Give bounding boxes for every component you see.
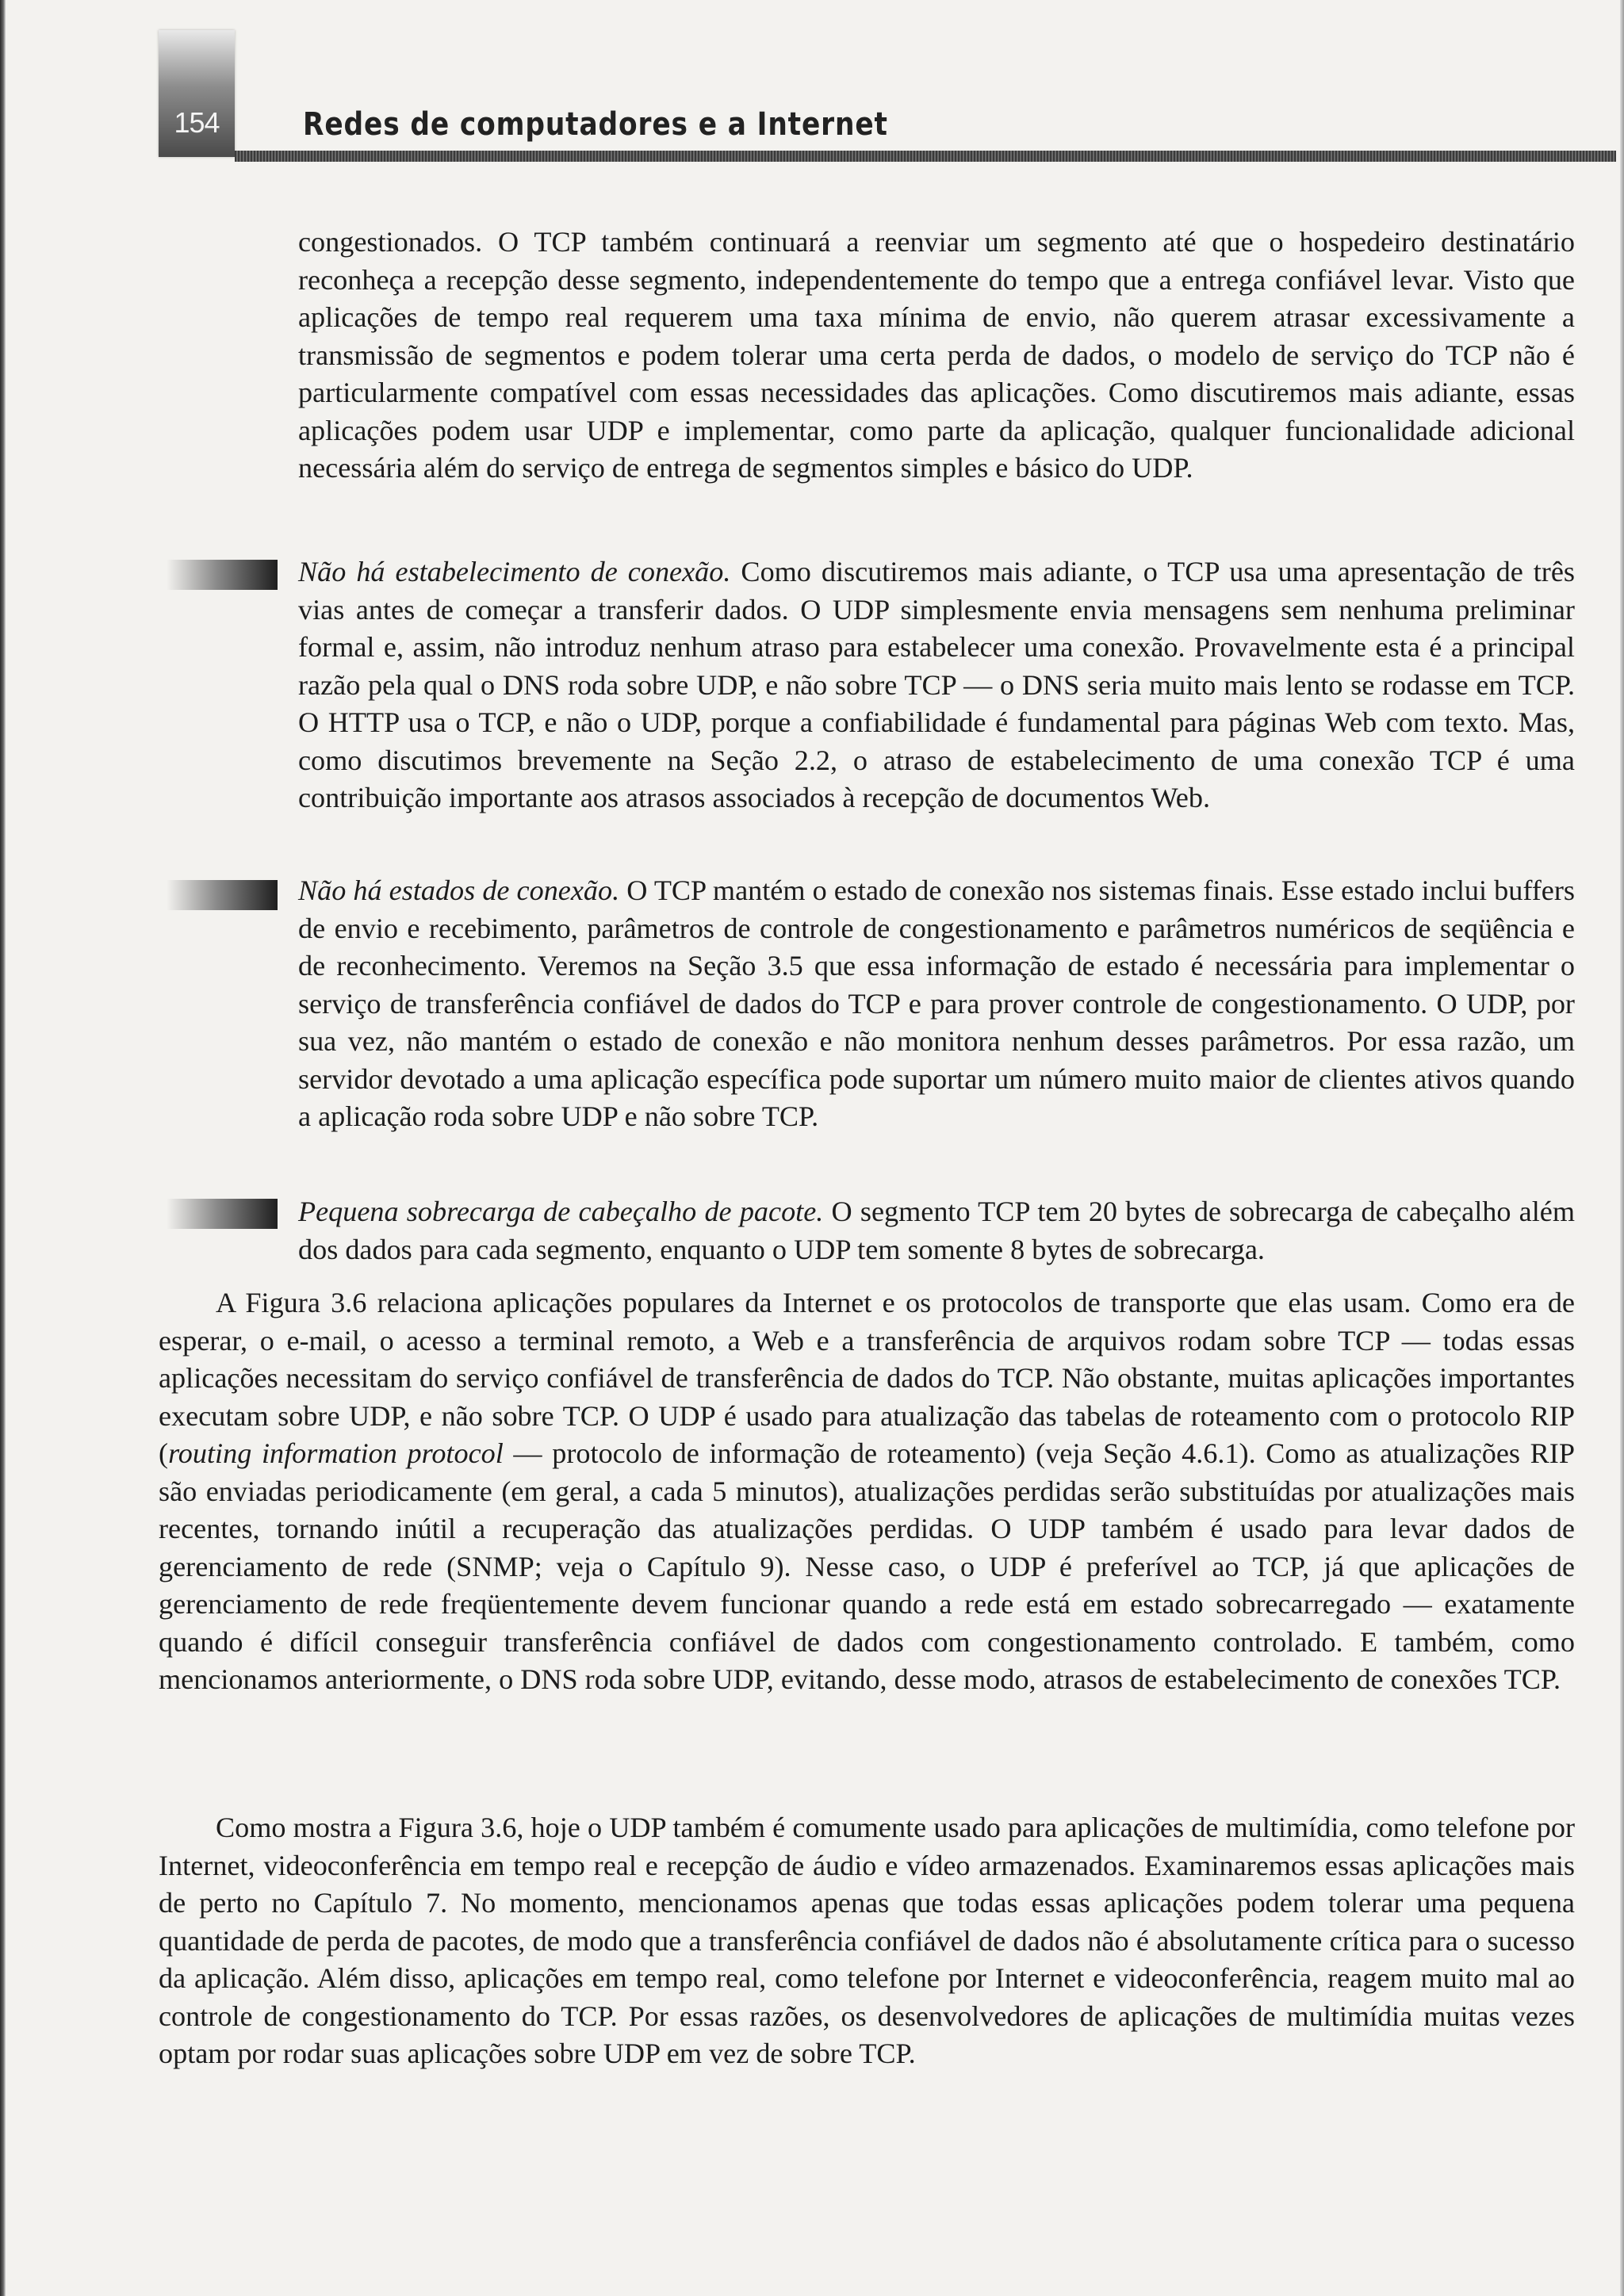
body-paragraph-1-italic: routing information protocol: [168, 1437, 504, 1469]
body-paragraph-2: Como mostra a Figura 3.6, hoje o UDP também é comumente usado para aplicações de multimídia, como telefone por Internet, videoconferência em tempo real e recepção de áudio e vídeo armazenados. Examinaremos essas aplicações mais de perto no Capítulo 7. No momento, mencionamos apenas que todas essas aplicações podem tolerar uma pequena quantidade de perda de pacotes, de modo que a transferência confiável de dados não é absolutamente crítica para o sucesso da aplicação. Além disso, aplicações em tempo real, como telefone por Internet e videoconferência, reagem muito mal ao controle de congestionamento do TCP. Por essas razões, os desenvolvedores de aplicações de multimídia muitas vezes optam por rodar suas aplicações sobre UDP em vez de sobre TCP.: [159, 1812, 1575, 2069]
continuation-paragraph-block: [298, 224, 1575, 488]
bullet-item-1: [298, 553, 1575, 817]
body-paragraph-1-text-b: — protocolo de informação de roteamento) (veja Seção 4.6.1). Como as atualizações RIP são enviadas periodicamente (em geral, a cada 5 minutos), atualizações perdidas serão substituídas por atualizações mais recentes, tornando inútil a recuperação das atualizações perdidas. O UDP também é usado para levar dados de gerenciamento de rede (SNMP; veja o Capítulo 9). Nesse caso, o UDP é preferível ao TCP, já que aplicações de gerenciamento de rede freqüentemente devem funcionar quando a rede está em estado sobrecarregado — exatamente quando é difícil conseguir transferência confiável de dados com congestionamento controlado. E também, como mencionamos anteriormente, o DNS roda sobre UDP, evitando, desse modo, atrasos de estabelecimento de conexões TCP.: [159, 1437, 1575, 1695]
body-paragraph-2-block: [159, 1809, 1575, 2073]
scan-left-edge: [0, 0, 6, 2296]
page-number-tab: [159, 30, 235, 157]
running-title: Redes de computadores e a Internet: [303, 106, 888, 143]
bullet-text-3: O segmento TCP tem 20 bytes de sobrecarga de cabeçalho além dos dados para cada segmento, enquanto o UDP tem somente 8 bytes de sobrecarga.: [298, 1196, 1575, 1265]
scan-right-edge: [1620, 0, 1624, 2296]
page-number: 154: [174, 106, 220, 139]
bullet-marker-2: [167, 880, 278, 910]
body-paragraph-1-block: [159, 1284, 1575, 1699]
body-paragraph-1-text-a: A Figura 3.6 relaciona aplicações populares da Internet e os protocolos de transporte que elas usam. Como era de esperar, o e-mail, o acesso a terminal remoto, a Web e a transferência de arquivos rodam sobre TCP — todas essas aplicações necessitam do serviço confiável de transferência de dados do TCP. Não obstante, muitas aplicações importantes executam sobre UDP, e não sobre TCP. O UDP é usado para atualização das tabelas de roteamento com o protocolo RIP (: [159, 1287, 1575, 1469]
continuation-paragraph: congestionados. O TCP também continuará a reenviar um segmento até que o hospedeiro destinatário reconheça a recepção desse segmento, independentemente do tempo que a entrega confiável levar. Visto que aplicações de tempo real requerem uma taxa mínima de envio, não querem atrasar excessivamente a transmissão de segmentos e podem tolerar uma certa perda de dados, o modelo de serviço do TCP não é particularmente compatível com essas necessidades das aplicações. Como discutiremos mais adiante, essas aplicações podem usar UDP e implementar, como parte da aplicação, qualquer funcionalidade adicional necessária além do serviço de entrega de segmentos simples e básico do UDP.: [298, 226, 1575, 484]
body-paragraph-1: [159, 1284, 1575, 1699]
bullet-paragraph-2: [298, 872, 1575, 1136]
bullet-item-3: [298, 1193, 1575, 1269]
bullet-paragraph-3: [298, 1193, 1575, 1269]
bullet-paragraph-1: [298, 553, 1575, 817]
bullet-lead-3: Pequena sobrecarga de cabeçalho de pacote.: [298, 1196, 824, 1227]
bullet-lead-2: Não há estados de conexão.: [298, 874, 620, 906]
bullet-text-2: O TCP mantém o estado de conexão nos sistemas finais. Esse estado inclui buffers de envio e recebimento, parâmetros de controle de congestionamento e parâmetros numéricos de seqüência e de reconhecimento. Veremos na Seção 3.5 que essa informação de estado é necessária para implementar o serviço de transferência confiável de dados do TCP e para prover controle de congestionamento. O UDP, por sua vez, não mantém o estado de conexão e não monitora nenhum desses parâmetros. Por essa razão, um servidor devotado a uma aplicação específica pode suportar um número muito maior de clientes ativos quando a aplicação roda sobre UDP e não sobre TCP.: [298, 874, 1575, 1132]
bullet-marker-1: [167, 560, 278, 590]
bullet-text-1: Como discutiremos mais adiante, o TCP usa uma apresentação de três vias antes de começar a transferir dados. O UDP simplesmente envia mensagens sem nenhuma preliminar formal e, assim, não introduz nenhum atraso para estabelecer uma conexão. Provavelmente esta é a principal razão pela qual o DNS roda sobre UDP, e não sobre TCP — o DNS seria muito mais lento se rodasse em TCP. O HTTP usa o TCP, e não o UDP, porque a confiabilidade é fundamental para páginas Web com texto. Mas, como discutimos brevemente na Seção 2.2, o atraso de estabelecimento de uma conexão TCP é uma contribuição importante aos atrasos associados à recepção de documentos Web.: [298, 556, 1576, 813]
bullet-lead-1: Não há estabelecimento de conexão.: [298, 556, 731, 587]
header-rule: [235, 151, 1616, 162]
bullet-marker-3: [167, 1199, 278, 1229]
bullet-item-2: [298, 872, 1575, 1136]
